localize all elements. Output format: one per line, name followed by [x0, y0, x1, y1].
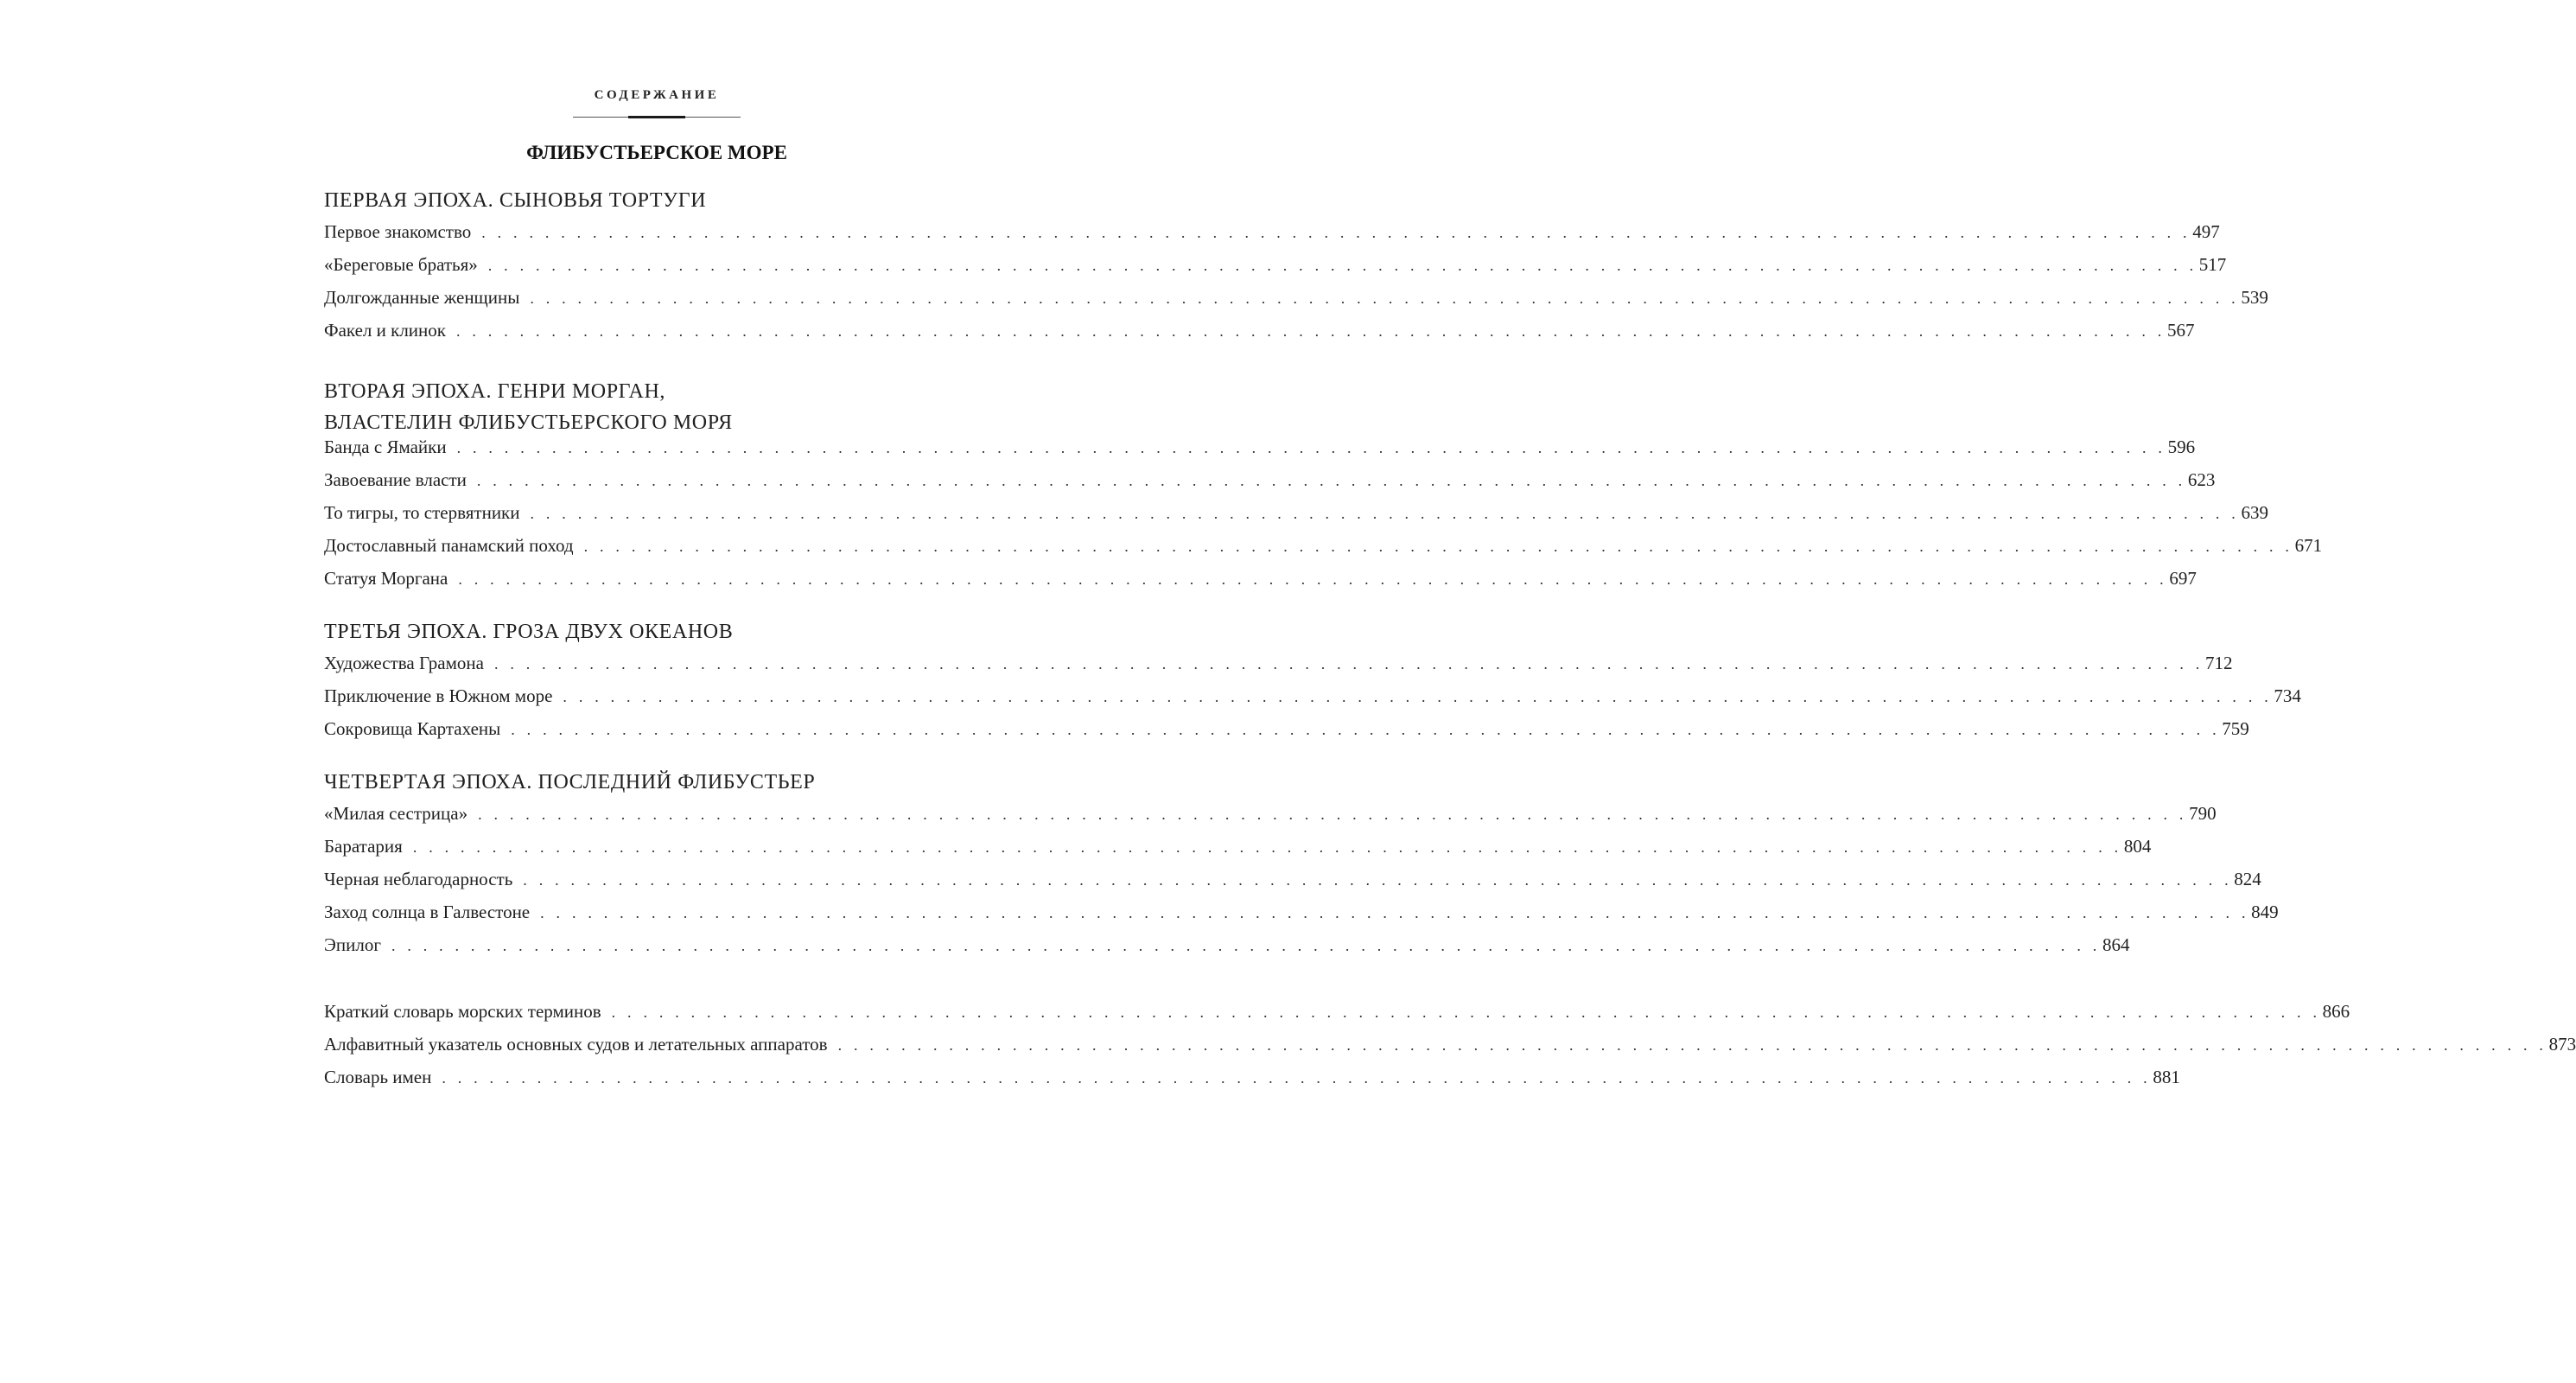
- toc-entry[interactable]: [324, 934, 2130, 960]
- book-title: ФЛИБУСТЬЕРСКОЕ МОРЕ: [526, 142, 787, 163]
- dot-leader: . . . . . . . . . . . . . . . . . . . . . . . . . . . . . . . . . . . . . . . . . . . . . . . . . . . . . . . . . . . . . . . . . . . . . . . . . . . . . . . . . . . . . . . . . . . . . . . . . . . . . . . . . . . .: [583, 538, 2293, 555]
- toc-entry[interactable]: [324, 469, 2216, 495]
- entry-page: 759: [2222, 718, 2249, 739]
- entry-page: 671: [2294, 535, 2323, 556]
- dot-leader: . . . . . . . . . . . . . . . . . . . . . . . . . . . . . . . . . . . . . . . . . . . . . . . . . . . . . . . . . . . . . . . . . . . . . . . . . . . . . . . . . . . . . . . . . . . . . . . . . . . . . . . . . . . .: [493, 655, 2204, 672]
- toc-entry[interactable]: [324, 1001, 2350, 1027]
- entry-page: 567: [2167, 320, 2195, 341]
- entry-page: 517: [2198, 254, 2227, 275]
- entry-page: 697: [2169, 568, 2197, 589]
- toc-entry[interactable]: [324, 718, 2249, 744]
- entry-page: 734: [2274, 685, 2301, 706]
- part-heading-line: ЧЕТВЕРТАЯ ЭПОХА. ПОСЛЕДНИЙ ФЛИБУСТЬЕР: [324, 771, 816, 793]
- entry-title: Заход солнца в Галвестоне: [324, 902, 531, 922]
- dot-leader: . . . . . . . . . . . . . . . . . . . . . . . . . . . . . . . . . . . . . . . . . . . . . . . . . . . . . . . . . . . . . . . . . . . . . . . . . . . . . . . . . . . . . . . . . . . . . . . . . . . . . . . . . . . .: [456, 322, 2166, 340]
- entry-title: Эпилог: [324, 934, 381, 955]
- dot-leader: . . . . . . . . . . . . . . . . . . . . . . . . . . . . . . . . . . . . . . . . . . . . . . . . . . . . . . . . . . . . . . . . . . . . . . . . . . . . . . . . . . . . . . . . . . . . . . . . . . . . . . . . . . . .: [837, 1036, 2547, 1054]
- dot-leader: . . . . . . . . . . . . . . . . . . . . . . . . . . . . . . . . . . . . . . . . . . . . . . . . . . . . . . . . . . . . . . . . . . . . . . . . . . . . . . . . . . . . . . . . . . . . . . . . . . . . . . . . . . . .: [530, 505, 2240, 522]
- dot-leader: . . . . . . . . . . . . . . . . . . . . . . . . . . . . . . . . . . . . . . . . . . . . . . . . . . . . . . . . . . . . . . . . . . . . . . . . . . . . . . . . . . . . . . . . . . . . . . . . . . . . . . . . . . . .: [523, 871, 2233, 889]
- toc-entry[interactable]: [324, 1034, 2576, 1060]
- dot-leader: . . . . . . . . . . . . . . . . . . . . . . . . . . . . . . . . . . . . . . . . . . . . . . . . . . . . . . . . . . . . . . . . . . . . . . . . . . . . . . . . . . . . . . . . . . . . . . . . . . . . . . . . . . . .: [478, 806, 2188, 823]
- entry-page: 497: [2192, 221, 2220, 242]
- dot-leader: . . . . . . . . . . . . . . . . . . . . . . . . . . . . . . . . . . . . . . . . . . . . . . . . . . . . . . . . . . . . . . . . . . . . . . . . . . . . . . . . . . . . . . . . . . . . . . . . . . . . . . . . . . . .: [476, 472, 2186, 489]
- entry-page: 790: [2189, 803, 2217, 824]
- entry-page: 873: [2548, 1034, 2576, 1055]
- toc-entry[interactable]: [324, 254, 2227, 280]
- part-heading: [324, 185, 988, 216]
- entry-title: То тигры, то стервятники: [324, 502, 520, 523]
- entry-title: Завоевание власти: [324, 469, 467, 490]
- dot-leader: . . . . . . . . . . . . . . . . . . . . . . . . . . . . . . . . . . . . . . . . . . . . . . . . . . . . . . . . . . . . . . . . . . . . . . . . . . . . . . . . . . . . . . . . . . . . . . . . . . . . . . . . . . . .: [481, 224, 2191, 241]
- part-heading-line: ВЛАСТЕЛИН ФЛИБУСТЬЕРСКОГО МОРЯ: [324, 411, 733, 434]
- entry-page: 639: [2241, 502, 2268, 523]
- entry-title: Сокровища Картахены: [324, 718, 501, 739]
- part-heading: [324, 376, 988, 438]
- toc-entry[interactable]: [324, 320, 2195, 346]
- toc-header: СОДЕРЖАНИЕ: [594, 88, 720, 102]
- part-heading: [324, 616, 988, 647]
- entry-page: 824: [2234, 869, 2261, 889]
- dot-leader: . . . . . . . . . . . . . . . . . . . . . . . . . . . . . . . . . . . . . . . . . . . . . . . . . . . . . . . . . . . . . . . . . . . . . . . . . . . . . . . . . . . . . . . . . . . . . . . . . . . . . . . . . . . .: [487, 257, 2198, 274]
- entry-title: Словарь имен: [324, 1067, 432, 1087]
- entry-title: Первое знакомство: [324, 221, 472, 242]
- toc-entry[interactable]: [324, 869, 2261, 895]
- header-rule-accent: [628, 116, 685, 118]
- dot-leader: . . . . . . . . . . . . . . . . . . . . . . . . . . . . . . . . . . . . . . . . . . . . . . . . . . . . . . . . . . . . . . . . . . . . . . . . . . . . . . . . . . . . . . . . . . . . . . . . . . . . . . . . . . . .: [530, 290, 2240, 307]
- entry-title: Долгожданные женщины: [324, 287, 520, 308]
- dot-leader: . . . . . . . . . . . . . . . . . . . . . . . . . . . . . . . . . . . . . . . . . . . . . . . . . . . . . . . . . . . . . . . . . . . . . . . . . . . . . . . . . . . . . . . . . . . . . . . . . . . . . . . . . . . .: [412, 838, 2122, 856]
- toc-entry[interactable]: [324, 902, 2279, 927]
- toc-entry[interactable]: [324, 803, 2217, 829]
- entry-page: 864: [2102, 934, 2130, 955]
- entry-title: Достославный панамский поход: [324, 535, 574, 556]
- entry-title: Статуя Моргана: [324, 568, 448, 589]
- toc-entry[interactable]: [324, 502, 2268, 528]
- toc-entry[interactable]: [324, 836, 2152, 862]
- entry-title: Краткий словарь морских терминов: [324, 1001, 601, 1022]
- toc-entry[interactable]: [324, 568, 2197, 594]
- entry-title: Художества Грамона: [324, 653, 484, 673]
- entry-page: 596: [2167, 437, 2196, 457]
- dot-leader: . . . . . . . . . . . . . . . . . . . . . . . . . . . . . . . . . . . . . . . . . . . . . . . . . . . . . . . . . . . . . . . . . . . . . . . . . . . . . . . . . . . . . . . . . . . . . . . . . . . . . . . . . . . .: [611, 1004, 2321, 1021]
- entry-title: Черная неблагодарность: [324, 869, 513, 889]
- toc-entry[interactable]: [324, 1067, 2180, 1093]
- part-heading-line: ВТОРАЯ ЭПОХА. ГЕНРИ МОРГАН,: [324, 380, 665, 403]
- toc-entry[interactable]: [324, 685, 2301, 711]
- dot-leader: . . . . . . . . . . . . . . . . . . . . . . . . . . . . . . . . . . . . . . . . . . . . . . . . . . . . . . . . . . . . . . . . . . . . . . . . . . . . . . . . . . . . . . . . . . . . . . . . . . . . . . . . . . . .: [511, 721, 2221, 738]
- entry-title: «Береговые братья»: [324, 254, 478, 275]
- entry-title: «Милая сестрица»: [324, 803, 468, 824]
- entry-title: Приключение в Южном море: [324, 685, 553, 706]
- dot-leader: . . . . . . . . . . . . . . . . . . . . . . . . . . . . . . . . . . . . . . . . . . . . . . . . . . . . . . . . . . . . . . . . . . . . . . . . . . . . . . . . . . . . . . . . . . . . . . . . . . . . . . . . . . . .: [563, 688, 2273, 705]
- part-heading-line: ТРЕТЬЯ ЭПОХА. ГРОЗА ДВУХ ОКЕАНОВ: [324, 621, 734, 643]
- toc-entry[interactable]: [324, 653, 2233, 679]
- dot-leader: . . . . . . . . . . . . . . . . . . . . . . . . . . . . . . . . . . . . . . . . . . . . . . . . . . . . . . . . . . . . . . . . . . . . . . . . . . . . . . . . . . . . . . . . . . . . . . . . . . . . . . . . . . . .: [391, 937, 2101, 954]
- entry-title: Алфавитный указатель основных судов и летательных аппаратов: [324, 1034, 828, 1055]
- entry-page: 623: [2187, 469, 2216, 490]
- dot-leader: . . . . . . . . . . . . . . . . . . . . . . . . . . . . . . . . . . . . . . . . . . . . . . . . . . . . . . . . . . . . . . . . . . . . . . . . . . . . . . . . . . . . . . . . . . . . . . . . . . . . . . . . . . . .: [458, 570, 2168, 588]
- entry-title: Факел и клинок: [324, 320, 446, 341]
- entry-title: Банда с Ямайки: [324, 437, 447, 457]
- dot-leader: . . . . . . . . . . . . . . . . . . . . . . . . . . . . . . . . . . . . . . . . . . . . . . . . . . . . . . . . . . . . . . . . . . . . . . . . . . . . . . . . . . . . . . . . . . . . . . . . . . . . . . . . . . . .: [456, 439, 2166, 456]
- entry-page: 712: [2204, 653, 2233, 673]
- entry-page: 804: [2123, 836, 2152, 857]
- dot-leader: . . . . . . . . . . . . . . . . . . . . . . . . . . . . . . . . . . . . . . . . . . . . . . . . . . . . . . . . . . . . . . . . . . . . . . . . . . . . . . . . . . . . . . . . . . . . . . . . . . . . . . . . . . . .: [442, 1069, 2152, 1087]
- toc-entry[interactable]: [324, 221, 2220, 247]
- entry-title: Баратария: [324, 836, 403, 857]
- entry-page: 881: [2153, 1067, 2180, 1087]
- entry-page: 849: [2251, 902, 2279, 922]
- toc-entry[interactable]: [324, 437, 2196, 462]
- entry-page: 866: [2322, 1001, 2350, 1022]
- dot-leader: . . . . . . . . . . . . . . . . . . . . . . . . . . . . . . . . . . . . . . . . . . . . . . . . . . . . . . . . . . . . . . . . . . . . . . . . . . . . . . . . . . . . . . . . . . . . . . . . . . . . . . . . . . . .: [540, 904, 2250, 921]
- entry-page: 539: [2241, 287, 2268, 308]
- toc-entry[interactable]: [324, 535, 2323, 561]
- part-heading-line: ПЕРВАЯ ЭПОХА. СЫНОВЬЯ ТОРТУГИ: [324, 189, 707, 212]
- part-heading: [324, 767, 988, 798]
- toc-entry[interactable]: [324, 287, 2268, 313]
